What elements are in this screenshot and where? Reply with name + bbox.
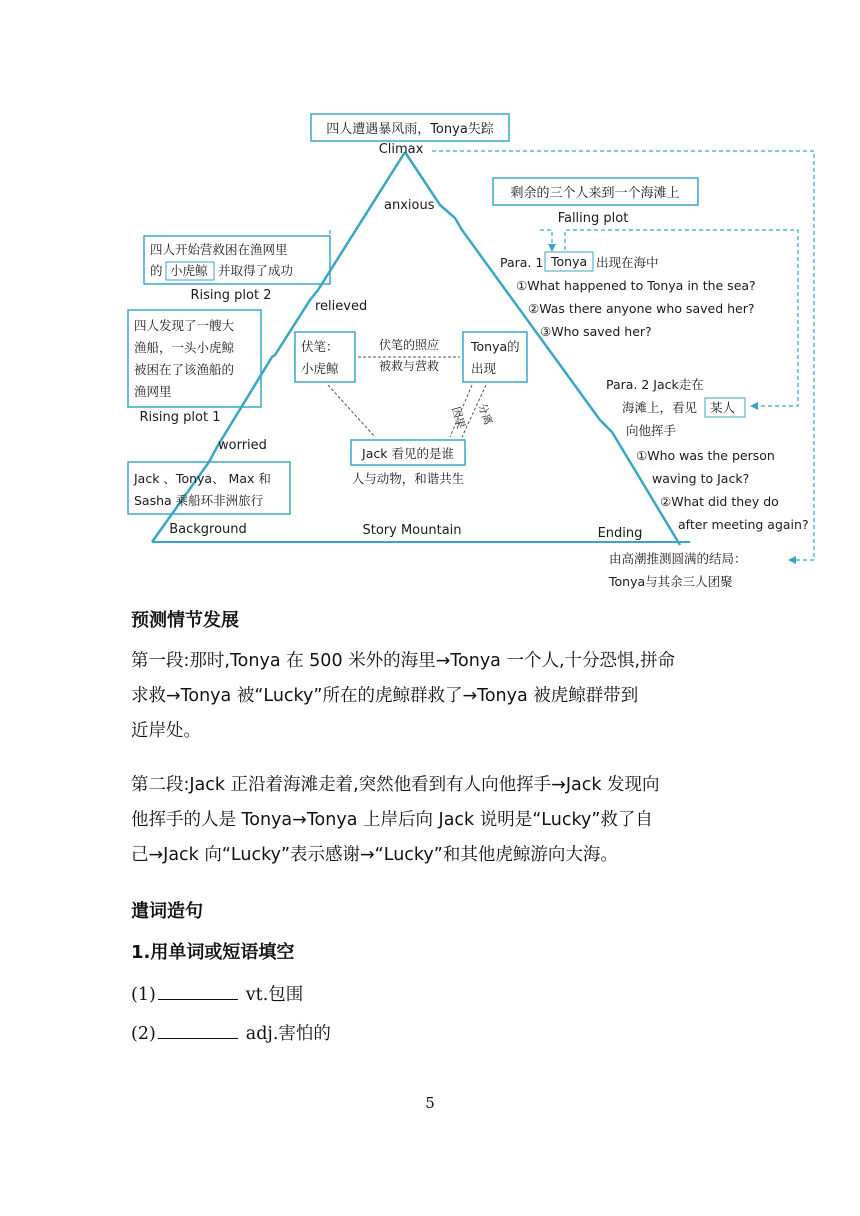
- story-mountain-diagram: [0, 0, 860, 600]
- rising-plot-2-label: Rising plot 2: [190, 288, 272, 303]
- rising-plot-1-line2: 渔船，一头小虎鲸: [134, 340, 235, 355]
- paragraph-1: [131, 644, 741, 749]
- section2-subheading: 1.用单词或短语填空: [131, 942, 295, 963]
- para1-q3: ③Who saved her?: [540, 324, 652, 339]
- fill-item-1: [131, 981, 303, 1006]
- paragraph-2-line1: 第二段:Jack 正沿着海滩走着,突然他看到有人向他挥手→Jack 发现向: [131, 775, 660, 795]
- para2-q2a: ②What did they do: [660, 494, 779, 509]
- section1-heading: 预测情节发展: [131, 610, 239, 631]
- rising-plot-1-line4: 渔网里: [134, 384, 172, 399]
- foreshadow-line1: 伏笔：: [301, 339, 339, 354]
- paragraph-2-line3: 己→Jack 向“Lucky”表示感谢→“Lucky”和其他虎鲸游向大海。: [131, 845, 618, 865]
- ending-label: Ending: [597, 526, 643, 541]
- fill-item-2-hint: adj.害怕的: [245, 1024, 331, 1044]
- climax-box-text: 四人遭遇暴风雨，Tonya失踪: [326, 122, 494, 137]
- paragraph-1-line3: 近岸处。: [131, 721, 201, 741]
- rising-plot-2-line2-pre: 的: [150, 263, 163, 278]
- foreshadow-line2: 小虎鲸: [301, 361, 339, 376]
- background-label: Background: [169, 522, 247, 537]
- rising-plot-2-line1: 四人开始营救困在渔网里: [150, 242, 288, 257]
- emotion-anxious: anxious: [384, 198, 435, 213]
- para2-line1: Para. 2 Jack走在: [606, 377, 704, 392]
- para1-q2: ②Was there anyone who saved her?: [528, 301, 755, 316]
- para2-line2-boxed: 某人: [710, 400, 736, 415]
- rising-plot-2-line2-boxed: 小虎鲸: [170, 263, 208, 278]
- para1-q1: ①What happened to Tonya in the sea?: [516, 278, 756, 293]
- foreshadow-echo: 伏笔的照应: [378, 338, 440, 352]
- fill-item-2-number: (2): [131, 1024, 156, 1044]
- emotion-relieved: relieved: [315, 299, 368, 314]
- para1-boxed: Tonya: [551, 254, 588, 269]
- para2-line3: 向他挥手: [626, 423, 677, 438]
- para1-suffix: 出现在海中: [596, 255, 659, 270]
- fill-item-1-hint: vt.包围: [245, 985, 304, 1005]
- para2-q2b: after meeting again?: [678, 517, 809, 532]
- diagram-title: Story Mountain: [362, 523, 462, 538]
- background-line2: Sasha 乘船环非洲旅行: [134, 493, 264, 508]
- cause-effect-label: 因果: [449, 405, 468, 431]
- tonya-appear-line1: Tonya的: [471, 339, 520, 354]
- para2-q1b: waving to Jack?: [652, 471, 750, 486]
- fill-item-2-blank[interactable]: [158, 1024, 238, 1039]
- fill-item-1-blank[interactable]: [158, 985, 238, 1000]
- fill-item-2: [131, 1020, 331, 1045]
- rising-plot-2-line2-post: 并取得了成功: [218, 263, 294, 278]
- theme-text: 人与动物，和谐共生: [351, 471, 465, 486]
- tonya-appear-line2: 出现: [471, 361, 497, 376]
- ending-note-line1: 由高潮推测圆满的结局：: [609, 551, 747, 566]
- para1-prefix: Para. 1: [500, 255, 544, 270]
- ending-note-line2: Tonya与其余三人团聚: [609, 574, 733, 589]
- paragraph-2: [131, 768, 741, 873]
- rising-plot-1-label: Rising plot 1: [139, 410, 221, 425]
- section2-heading: 遣词造句: [131, 901, 203, 922]
- para2-q1a: ①Who was the person: [636, 448, 775, 463]
- paragraph-1-line2: 求救→Tonya 被“Lucky”所在的虎鲸群救了→Tonya 被虎鲸群带到: [131, 686, 639, 706]
- emotion-worried: worried: [218, 438, 267, 453]
- falling-plot-label: Falling plot: [557, 211, 629, 226]
- separation-label: 分离: [475, 401, 495, 427]
- climax-label: Climax: [378, 142, 424, 157]
- para2-line2-pre: 海滩上，看见: [622, 400, 698, 415]
- paragraph-1-line1: 第一段:那时,Tonya 在 500 米外的海里→Tonya 一个人,十分恐惧,拼命: [131, 651, 676, 671]
- rising-plot-1-line1: 四人发现了一艘大: [134, 318, 235, 333]
- paragraph-2-line2: 他挥手的人是 Tonya→Tonya 上岸后向 Jack 说明是“Lucky”救了自: [131, 810, 653, 830]
- jack-sees-text: Jack 看见的是谁: [362, 446, 454, 461]
- page-number: 5: [425, 1094, 435, 1112]
- rescue-link: 被救与营救: [378, 359, 440, 373]
- falling-plot-box-text: 剩余的三个人来到一个海滩上: [510, 186, 680, 201]
- fill-item-1-number: (1): [131, 985, 156, 1005]
- background-line1: Jack 、Tonya、 Max 和: [134, 471, 271, 486]
- rising-plot-1-line3: 被困在了该渔船的: [134, 362, 235, 377]
